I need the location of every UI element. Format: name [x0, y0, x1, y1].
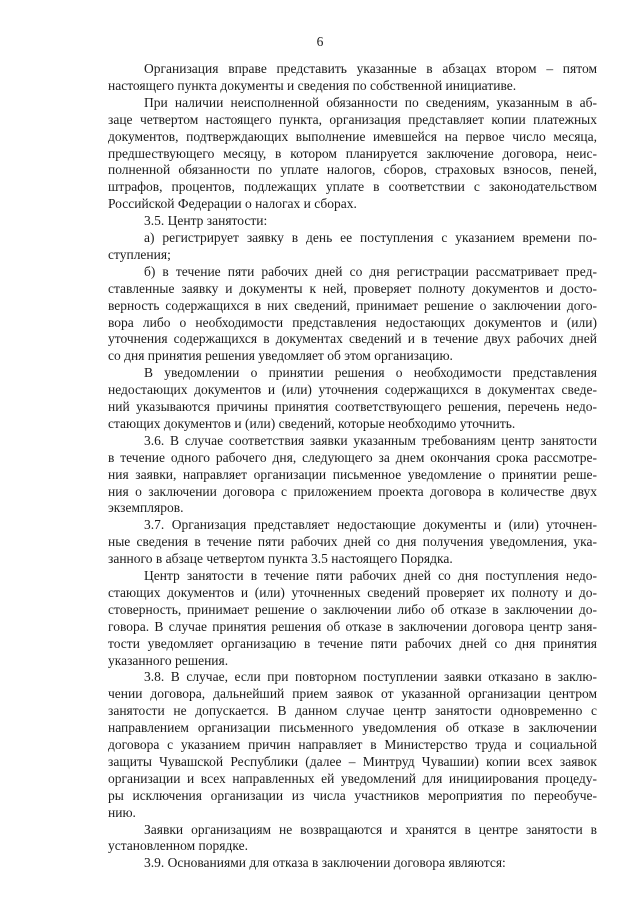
text-line: направлением организации письменного уведомления об отказе в заключении — [108, 720, 597, 736]
text-line: ния заявки, направляет организации письменное уведомление о принятии реше- — [108, 466, 597, 482]
text-line: экземпляров. — [108, 500, 184, 516]
text-line: При наличии неисполненной обязанности по сведениям, указанным в аб- — [144, 94, 597, 110]
text-line: договора с указанием причин направляет в Министерство труда и социальной — [108, 737, 597, 752]
text-line: Российской Федерации о налогах и сборах. — [108, 196, 357, 212]
text-line: 3.8. В случае, если при повторном поступлении заявки отказано в заклю- — [144, 669, 597, 685]
text-line: верность содержащихся в них сведений, принимает решение о заключении дого- — [108, 297, 597, 313]
text-line: вора либо о необходимости представления недостающих документов и (или) — [108, 314, 597, 330]
text-line: б) в течение пяти рабочих дней со дня регистрации рассматривает пред- — [144, 263, 597, 279]
text-line: документов, подтверждающих выполнение имевшейся на первое число месяца, — [108, 128, 597, 144]
text-line: настоящего пункта документы и сведения по собственной инициативе. — [108, 77, 517, 93]
text-line: стающих документов и (или) уточненных сведений проверяет их полноту и до- — [108, 584, 597, 600]
text-line: в течение одного рабочего дня, следующего за днем окончания срока рассмотре- — [108, 449, 597, 465]
text-line: 3.5. Центр занятости: — [144, 213, 268, 229]
text-line: уточнения содержащихся в документах сведений и в течение двух рабочих дней — [108, 331, 597, 347]
text-line: 3.6. В случае соответствия заявки указанным требованиям центр занятости — [144, 432, 597, 448]
text-line: указанного решения. — [108, 652, 229, 668]
text-line: нию. — [108, 804, 136, 820]
text-line: В уведомлении о принятии решения о необходимости представления — [144, 365, 597, 381]
text-line: занятости не допускается. В данном случае центр занятости одновременно с — [108, 703, 597, 719]
text-line: заце четвертом настоящего пункта, организация представляет копии платежных — [108, 111, 597, 127]
text-line: 3.9. Основаниями для отказа в заключении договора являются: — [144, 855, 506, 871]
text-line: а) регистрирует заявку в день ее поступления с указанием времени по- — [144, 230, 597, 245]
text-line: штрафов, процентов, подлежащих уплате в соответствии с законодательством — [108, 179, 597, 195]
text-line: ные сведения в течение пяти рабочих дней со дня получения уведомления, ука- — [108, 534, 597, 550]
text-line: установленном порядке. — [108, 838, 248, 854]
text-line: ния о заключении договора с приложением проекта договора в количестве двух — [108, 483, 597, 499]
text-line: ступления; — [108, 246, 171, 262]
text-line: стоверность, принимает решение о заключении либо об отказе в заключении до- — [108, 601, 597, 617]
text-line: со дня принятия решения уведомляет об этом организацию. — [108, 348, 453, 364]
text-line: говора. В случае принятия решения об отказе в заключении договора центр заня- — [108, 618, 597, 634]
text-line: тости уведомляет организацию в течение пяти рабочих дней со дня принятия — [108, 635, 597, 651]
text-line: 3.7. Организация представляет недостающие документы и (или) уточнен- — [144, 517, 597, 533]
text-line: ставленные заявку и документы к ней, проверяет полноту документов и досто- — [108, 280, 597, 296]
text-line: стающих документов и (или) сведений, которые необходимо уточнить. — [108, 415, 516, 431]
text-line: организации и всех направленных ей уведомлений для инициирования процеду- — [108, 770, 597, 786]
text-line: Центр занятости в течение пяти рабочих дней со дня поступления недо- — [144, 568, 597, 583]
text-line: ний указываются причины принятия соответствующего решения, перечень недо- — [108, 399, 597, 414]
text-line: Организация вправе представить указанные в абзацах втором – пятом — [144, 61, 597, 76]
text-line: чении договора, дальнейший прием заявок от указанной организации центром — [108, 686, 597, 702]
text-line: предшествующего месяцу, в котором планируется заключение договора, неис- — [108, 145, 597, 161]
text-line: полненной обязанности по уплате налогов, сборов, страховых взносов, пеней, — [108, 162, 597, 178]
text-line: защиты Чувашской Республики (далее – Минтруд Чувашии) копии всех заявок — [108, 753, 597, 769]
text-line: ры исключения организации из числа участников мероприятия по переобуче- — [108, 787, 597, 803]
page-number: 6 — [316, 34, 324, 49]
text-line: Заявки организациям не возвращаются и хранятся в центре занятости в — [144, 821, 597, 837]
text-line: недостающих документов и (или) уточнения содержащихся в документах сведе- — [108, 382, 597, 398]
text-line: занного в абзаце четвертом пункта 3.5 настоящего Порядка. — [108, 551, 453, 567]
